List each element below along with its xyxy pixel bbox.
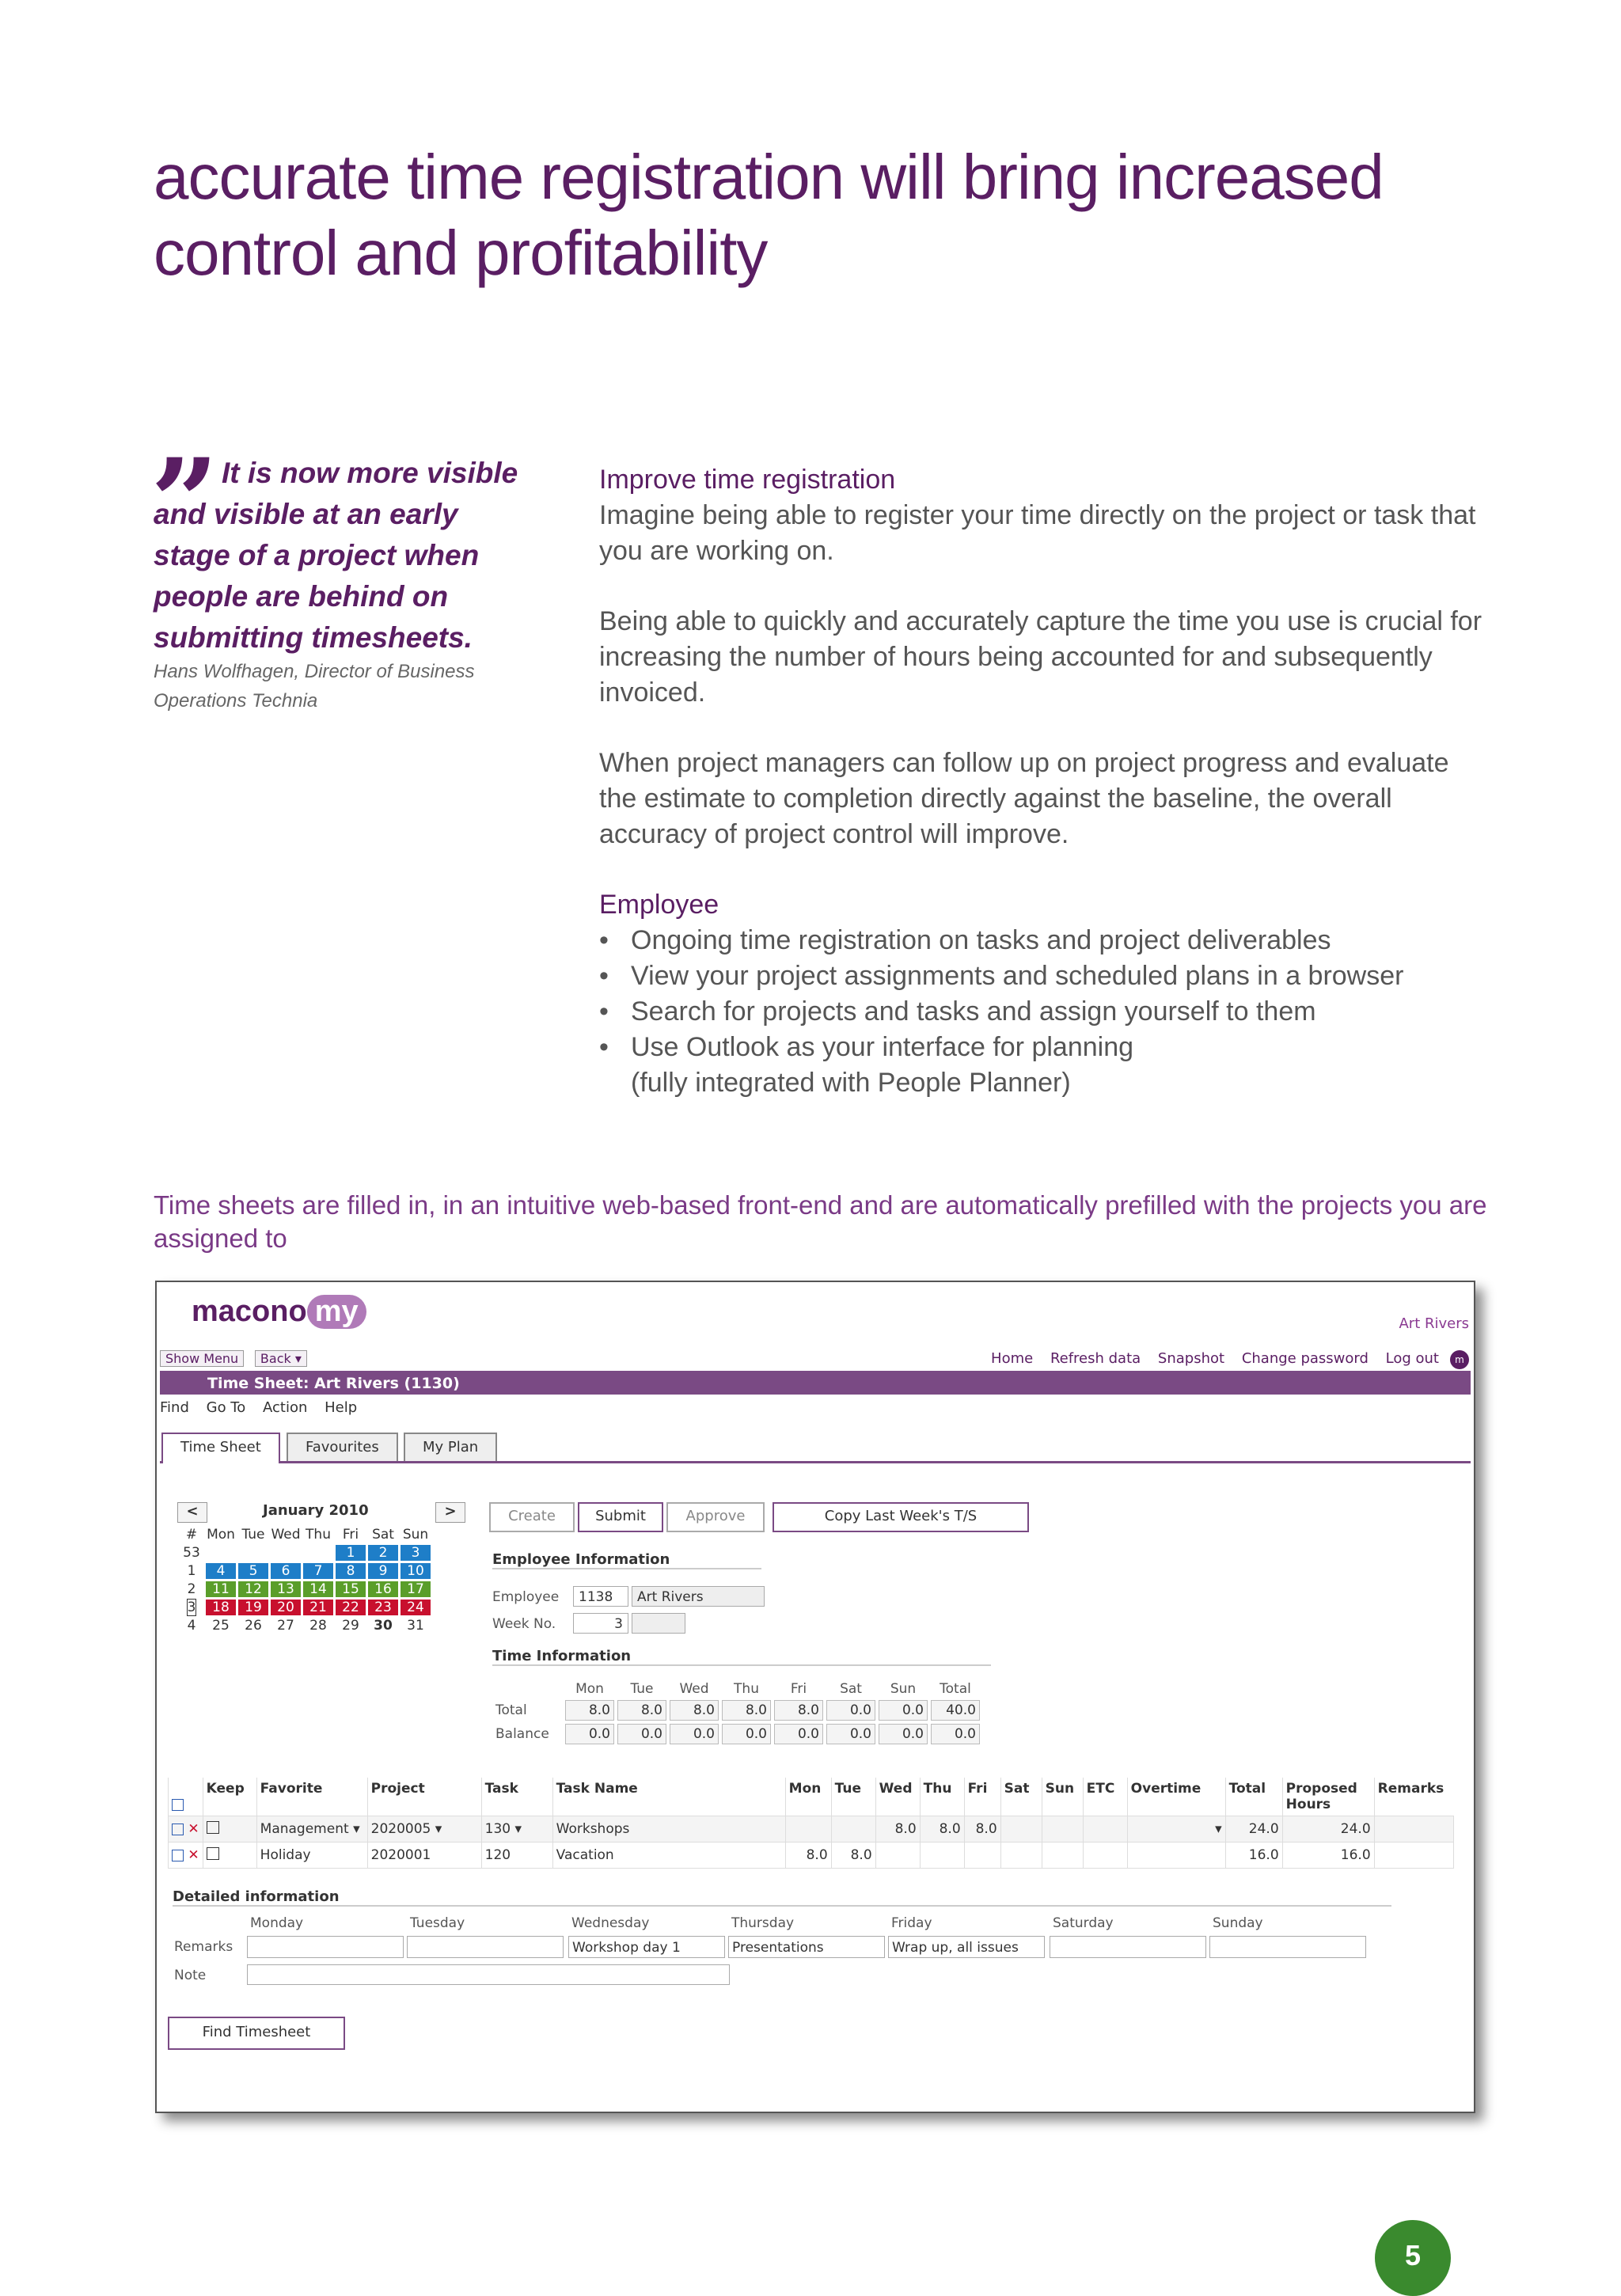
show-menu-button[interactable]: Show Menu xyxy=(160,1350,244,1367)
column-header: Wed xyxy=(875,1778,920,1816)
calendar-day xyxy=(238,1545,268,1561)
column-header: Fri xyxy=(964,1778,1000,1816)
chevron-down-icon[interactable]: ▾ xyxy=(514,1821,522,1837)
column-header: Proposed Hours xyxy=(1282,1778,1374,1816)
thu-cell[interactable] xyxy=(920,1842,964,1869)
total-value: 8.0 xyxy=(722,1700,771,1721)
balance-value: 0.0 xyxy=(670,1724,719,1744)
calendar-header: Tue xyxy=(241,1527,265,1543)
menu-bar xyxy=(160,1399,370,1416)
project-cell[interactable]: 2020001 xyxy=(367,1842,481,1869)
balance-value: 0.0 xyxy=(774,1724,823,1744)
calendar-day[interactable]: 23 xyxy=(368,1600,398,1615)
mon-cell[interactable]: 8.0 xyxy=(785,1842,831,1869)
thu-cell[interactable]: 8.0 xyxy=(920,1816,964,1842)
logo-badge: my xyxy=(307,1295,366,1329)
fri-cell[interactable]: 8.0 xyxy=(964,1816,1000,1842)
row-select-checkbox[interactable] xyxy=(172,1824,184,1835)
calendar-day[interactable]: 4 xyxy=(206,1563,236,1579)
chevron-down-icon[interactable]: ▾ xyxy=(435,1821,442,1837)
task-cell[interactable]: 120 xyxy=(481,1842,552,1869)
calendar-day[interactable]: 21 xyxy=(303,1600,333,1615)
calendar-day xyxy=(271,1545,301,1561)
total-value: 0.0 xyxy=(826,1700,875,1721)
calendar-day[interactable]: 14 xyxy=(303,1581,333,1597)
employee-label: Employee xyxy=(492,1589,560,1605)
column-header: Remarks xyxy=(1374,1778,1453,1816)
calendar-header: # xyxy=(185,1527,198,1543)
remark-field[interactable] xyxy=(1209,1936,1366,1958)
prev-month-button[interactable]: < xyxy=(177,1502,207,1523)
calendar-day[interactable]: 22 xyxy=(336,1600,366,1615)
balance-row-label: Balance xyxy=(495,1726,549,1742)
body-column xyxy=(599,462,1486,1101)
remark-field[interactable] xyxy=(1050,1936,1206,1958)
list-item-text: Use Outlook as your interface for planning xyxy=(631,1032,1134,1062)
etc-cell[interactable] xyxy=(1083,1816,1127,1842)
chevron-down-icon: ▾ xyxy=(294,1351,302,1366)
calendar-grid xyxy=(177,1524,433,1636)
keep-checkbox[interactable] xyxy=(207,1821,219,1834)
submit-button[interactable]: Submit xyxy=(578,1502,663,1532)
column-header: Thu xyxy=(920,1778,964,1816)
column-header: Sun xyxy=(1042,1778,1083,1816)
balance-value: 0.0 xyxy=(565,1724,614,1744)
quote-author: Hans Wolfhagen, Director of Business Operations Technia xyxy=(154,661,475,712)
proposed-cell: 16.0 xyxy=(1282,1842,1374,1869)
calendar-day[interactable]: 29 xyxy=(342,1618,359,1634)
top-links xyxy=(978,1350,1439,1367)
tue-cell[interactable] xyxy=(831,1816,875,1842)
remark-field[interactable]: Workshop day 1 xyxy=(568,1936,725,1958)
calendar-header: Mon xyxy=(207,1527,235,1543)
balance-value: 0.0 xyxy=(722,1724,771,1744)
calendar-day[interactable]: 16 xyxy=(368,1581,398,1597)
calendar-day[interactable]: 11 xyxy=(206,1581,236,1597)
total-value: 8.0 xyxy=(565,1700,614,1721)
time-info-table xyxy=(489,1678,983,1748)
column-header: Favorite xyxy=(256,1778,367,1816)
balance-value: 0.0 xyxy=(617,1724,666,1744)
list-item: • Ongoing time registration on tasks and project deliverables xyxy=(599,923,1486,958)
fri-cell[interactable] xyxy=(964,1842,1000,1869)
calendar-day[interactable]: 5 xyxy=(238,1563,268,1579)
heading-employee: Employee xyxy=(599,890,719,920)
calendar-day xyxy=(303,1545,333,1561)
favorite-cell[interactable]: Management xyxy=(260,1821,349,1837)
row-select-checkbox[interactable] xyxy=(172,1850,184,1861)
refresh-data-link[interactable]: Refresh data xyxy=(1050,1350,1141,1367)
change-password-link[interactable]: Change password xyxy=(1241,1350,1369,1367)
overtime-cell[interactable] xyxy=(1127,1842,1225,1869)
note-field[interactable] xyxy=(247,1964,730,1985)
tab-time-sheet[interactable]: Time Sheet xyxy=(161,1433,280,1463)
current-user: Art Rivers xyxy=(1399,1315,1469,1332)
tab-bar xyxy=(160,1431,1471,1463)
employee-info-heading: Employee Information xyxy=(492,1551,761,1569)
screenshot-caption: Time sheets are filled in, in an intuitive web-based front-end and are automatically prefilled with the projects you are assigned to xyxy=(154,1190,1487,1253)
task-name-cell: Workshops xyxy=(552,1816,785,1842)
window-title-bar: Time Sheet: Art Rivers (1130) xyxy=(160,1372,1471,1395)
detail-day-label: Wednesday xyxy=(571,1915,650,1931)
remarks-cell[interactable] xyxy=(1374,1816,1453,1842)
total-row-label: Total xyxy=(495,1702,527,1718)
day-header: Mon xyxy=(575,1681,604,1697)
employee-number-field[interactable]: 1138 xyxy=(573,1586,628,1607)
list-item-continuation: (fully integrated with People Planner) xyxy=(631,1068,1071,1098)
week-number[interactable]: 53 xyxy=(183,1545,200,1561)
snapshot-link[interactable]: Snapshot xyxy=(1157,1350,1225,1367)
employee-name-field: Art Rivers xyxy=(632,1586,765,1607)
calendar-day[interactable]: 24 xyxy=(401,1600,431,1615)
wed-cell[interactable] xyxy=(875,1842,920,1869)
timesheet-screenshot xyxy=(155,1281,1475,2113)
detail-day-label: Monday xyxy=(250,1915,304,1931)
balance-value: 0.0 xyxy=(931,1724,980,1744)
delete-row-icon[interactable]: ✕ xyxy=(188,1821,199,1837)
sun-cell[interactable] xyxy=(1042,1842,1083,1869)
sat-cell[interactable] xyxy=(1000,1816,1042,1842)
note-label: Note xyxy=(174,1968,207,1983)
favorite-cell[interactable]: Holiday xyxy=(256,1842,367,1869)
calendar-day[interactable]: 15 xyxy=(336,1581,366,1597)
week-number[interactable]: 4 xyxy=(187,1618,196,1634)
calendar-header: Thu xyxy=(306,1527,331,1543)
employee-bullet-list xyxy=(599,923,1486,1101)
column-header: Total xyxy=(1225,1778,1282,1816)
remark-field[interactable]: Wrap up, all issues xyxy=(888,1936,1045,1958)
pull-quote: It is now more visible and visible at an early stage of a project when people are behind on submitting timesheets. xyxy=(154,457,518,654)
table-row[interactable] xyxy=(169,1816,1454,1842)
calendar-day[interactable]: 12 xyxy=(238,1581,268,1597)
task-name-cell: Vacation xyxy=(552,1842,785,1869)
calendar-day[interactable]: 7 xyxy=(303,1563,333,1579)
calendar-day[interactable]: 26 xyxy=(245,1618,262,1634)
calendar-header: Sat xyxy=(372,1527,394,1543)
page-title: accurate time registration will bring increased control and profitability xyxy=(154,142,1384,288)
detail-heading: Detailed information xyxy=(173,1888,1391,1907)
column-header: Project xyxy=(367,1778,481,1816)
sat-cell[interactable] xyxy=(1000,1842,1042,1869)
total-value: 40.0 xyxy=(931,1700,980,1721)
calendar-day[interactable]: 25 xyxy=(212,1618,230,1634)
calendar-day[interactable]: 20 xyxy=(271,1600,301,1615)
day-header: Sun xyxy=(890,1681,917,1697)
calendar-day[interactable]: 10 xyxy=(401,1563,431,1579)
calendar-widget xyxy=(177,1502,465,1636)
calendar-day[interactable]: 17 xyxy=(401,1581,431,1597)
find-timesheet-button[interactable]: Find Timesheet xyxy=(168,2017,345,2050)
project-cell[interactable]: 2020005 xyxy=(370,1821,431,1837)
calendar-day[interactable]: 18 xyxy=(206,1600,236,1615)
balance-value: 0.0 xyxy=(879,1724,928,1744)
page-number: 5 xyxy=(1375,2220,1451,2296)
remark-field[interactable] xyxy=(247,1936,404,1958)
total-value: 8.0 xyxy=(617,1700,666,1721)
maconomy-logo xyxy=(192,1295,366,1329)
delete-row-icon[interactable]: ✕ xyxy=(188,1847,199,1863)
column-header: Overtime xyxy=(1127,1778,1225,1816)
calendar-day[interactable]: 13 xyxy=(271,1581,301,1597)
sun-cell[interactable] xyxy=(1042,1816,1083,1842)
select-all-checkbox[interactable] xyxy=(172,1799,184,1811)
week-label: Week No. xyxy=(492,1616,556,1632)
back-button[interactable] xyxy=(255,1350,307,1367)
week-number-field[interactable]: 3 xyxy=(573,1613,628,1634)
total-cell: 16.0 xyxy=(1225,1842,1282,1869)
total-cell: 24.0 xyxy=(1225,1816,1282,1842)
week-number[interactable]: 2 xyxy=(187,1581,196,1597)
timesheet-grid xyxy=(168,1778,1454,1869)
mon-cell[interactable] xyxy=(785,1816,831,1842)
list-item xyxy=(599,1030,1486,1101)
column-header: Mon xyxy=(785,1778,831,1816)
calendar-month: January 2010 xyxy=(263,1502,369,1519)
keep-checkbox[interactable] xyxy=(207,1847,219,1860)
list-item: • Search for projects and tasks and assign yourself to them xyxy=(599,994,1486,1030)
detail-day-label: Thursday xyxy=(731,1915,795,1931)
chevron-down-icon[interactable]: ▾ xyxy=(1215,1821,1222,1837)
column-header: Keep xyxy=(203,1778,256,1816)
remark-field[interactable] xyxy=(407,1936,564,1958)
calendar-day[interactable]: 8 xyxy=(336,1563,366,1579)
calendar-day[interactable]: 2 xyxy=(368,1545,398,1561)
paragraph-2: Being able to quickly and accurately capture the time you use is crucial for increasing the number of hours being accounted for and subsequently invoiced. xyxy=(599,606,1482,708)
remarks-label: Remarks xyxy=(174,1939,233,1955)
logo-text: macono xyxy=(192,1295,307,1328)
calendar-day[interactable]: 31 xyxy=(407,1618,424,1634)
detail-day-label: Friday xyxy=(891,1915,932,1931)
day-header: Thu xyxy=(734,1681,759,1697)
etc-cell[interactable] xyxy=(1083,1842,1127,1869)
remarks-cell[interactable] xyxy=(1374,1842,1453,1869)
home-link[interactable]: Home xyxy=(991,1350,1034,1367)
log-out-link[interactable]: Log out xyxy=(1385,1350,1439,1367)
tue-cell[interactable]: 8.0 xyxy=(831,1842,875,1869)
task-cell[interactable]: 130 xyxy=(484,1821,511,1837)
next-month-button[interactable]: > xyxy=(435,1502,465,1523)
menu-help[interactable]: Help xyxy=(325,1399,358,1416)
top-toolbar xyxy=(160,1350,1471,1372)
list-item: • View your project assignments and scheduled plans in a browser xyxy=(599,958,1486,994)
week-number[interactable]: 1 xyxy=(187,1563,196,1579)
detail-day-label: Sunday xyxy=(1213,1915,1263,1931)
calendar-day[interactable]: 6 xyxy=(271,1563,301,1579)
table-row[interactable] xyxy=(169,1842,1454,1869)
heading-improve-time-registration: Improve time registration xyxy=(599,465,896,495)
day-header: Total xyxy=(940,1681,971,1697)
calendar-day[interactable]: 19 xyxy=(238,1600,268,1615)
total-value: 0.0 xyxy=(879,1700,928,1721)
day-header: Wed xyxy=(679,1681,709,1697)
column-header: Sat xyxy=(1000,1778,1042,1816)
day-header: Fri xyxy=(790,1681,807,1697)
copy-last-week-button[interactable]: Copy Last Week's T/S xyxy=(773,1502,1029,1532)
detail-day-label: Tuesday xyxy=(410,1915,465,1931)
day-header: Sat xyxy=(840,1681,862,1697)
chevron-down-icon[interactable]: ▾ xyxy=(353,1821,360,1837)
menu-go-to[interactable]: Go To xyxy=(206,1399,246,1416)
paragraph-1: Imagine being able to register your time directly on the project or task that you are working on. xyxy=(599,500,1476,566)
calendar-day[interactable]: 30 xyxy=(374,1618,393,1634)
paragraph-3: When project managers can follow up on project progress and evaluate the estimate to completion directly against the baseline, the overall accuracy of project control will improve. xyxy=(599,748,1449,849)
remark-field[interactable]: Presentations xyxy=(728,1936,885,1958)
calendar-day[interactable]: 27 xyxy=(277,1618,294,1634)
column-header: Tue xyxy=(831,1778,875,1816)
quote-mark-icon: ” xyxy=(150,433,219,572)
calendar-day[interactable]: 3 xyxy=(401,1545,431,1561)
calendar-header: Sun xyxy=(402,1527,429,1543)
day-header: Tue xyxy=(630,1681,654,1697)
calendar-header: Wed xyxy=(271,1527,301,1543)
back-label: Back xyxy=(260,1351,291,1366)
calendar-day xyxy=(206,1545,236,1561)
time-info-heading: Time Information xyxy=(492,1648,991,1666)
total-value: 8.0 xyxy=(774,1700,823,1721)
tab-my-plan[interactable]: My Plan xyxy=(404,1433,497,1461)
create-button[interactable]: Create xyxy=(489,1502,575,1532)
tab-favourites[interactable]: Favourites xyxy=(287,1433,398,1461)
wed-cell[interactable]: 8.0 xyxy=(875,1816,920,1842)
balance-value: 0.0 xyxy=(826,1724,875,1744)
week-extra-field xyxy=(632,1613,685,1634)
calendar-day[interactable]: 1 xyxy=(336,1545,366,1561)
calendar-day[interactable]: 9 xyxy=(368,1563,398,1579)
menu-action[interactable]: Action xyxy=(263,1399,308,1416)
calendar-header: Fri xyxy=(342,1527,359,1543)
column-header: Task Name xyxy=(552,1778,785,1816)
approve-button[interactable]: Approve xyxy=(666,1502,765,1532)
total-value: 8.0 xyxy=(670,1700,719,1721)
column-header: Task xyxy=(481,1778,552,1816)
week-number-current[interactable]: 3 xyxy=(187,1600,196,1615)
calendar-day[interactable]: 28 xyxy=(309,1618,327,1634)
proposed-cell: 24.0 xyxy=(1282,1816,1374,1842)
detail-day-label: Saturday xyxy=(1053,1915,1114,1931)
maconomy-icon[interactable]: m xyxy=(1450,1350,1469,1369)
menu-find[interactable]: Find xyxy=(160,1399,189,1416)
column-header: ETC xyxy=(1083,1778,1127,1816)
